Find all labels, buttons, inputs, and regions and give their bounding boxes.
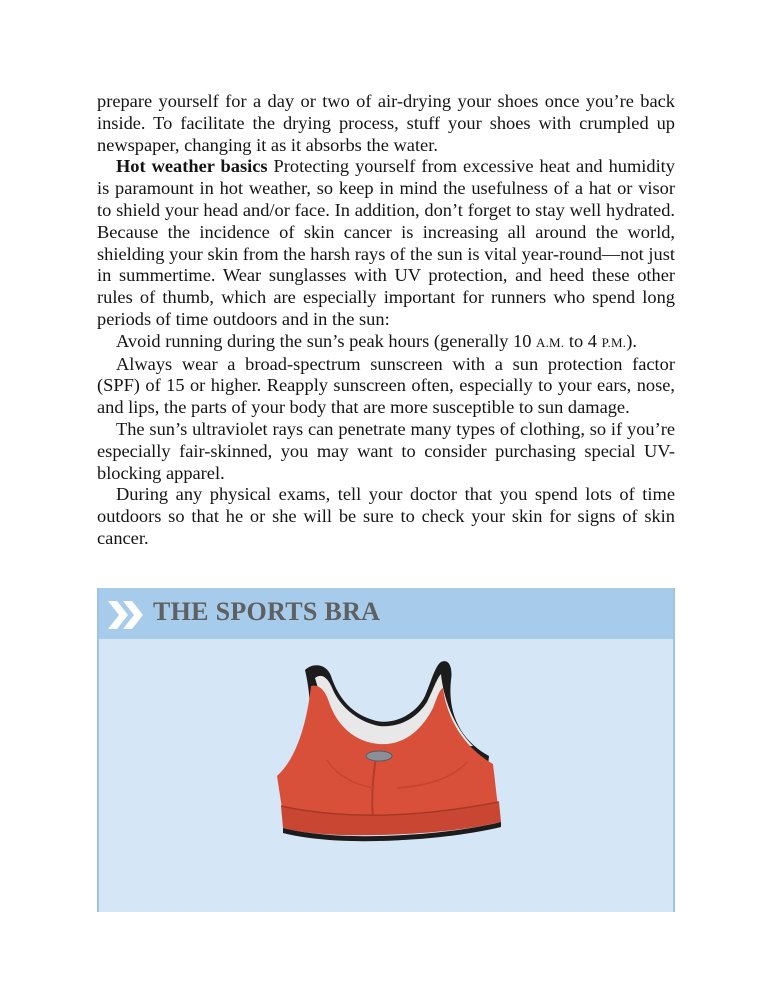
paragraph-body: Protecting yourself from excessive heat and humidity is paramount in hot weather, so keep in mind the usefulness of a hat or visor to shield your head and/or face. In addition, don’t forget to stay well hydrated. Because the incidence of skin cancer is increasing all around the world, shielding your skin from the harsh rays of the sun is vital year-round—not just in summertime. Wear sunglasses with UV protection, and heed these other rules of thumb, which are especially important for runners who spend long periods of time outdoors and in the sun: bbox=[97, 156, 675, 329]
paragraph: The sun’s ultraviolet rays can penetrate many types of clothing, so if you’re especially fair-skinned, you may want to consider purchasing special UV-blocking apparel. bbox=[97, 418, 675, 483]
paragraph bbox=[97, 156, 675, 330]
sports-bra-image bbox=[267, 656, 507, 856]
sidebar-box bbox=[97, 588, 675, 912]
double-chevron-icon bbox=[106, 598, 146, 632]
paragraph: Always wear a broad-spectrum sunscreen with a sun protection factor (SPF) of 15 or higher. Reapply sunscreen often, especially to your ears, nose, and lips, the parts of your body that are more susceptible to sun damage. bbox=[97, 353, 675, 418]
sidebar-title: THE SPORTS BRA bbox=[153, 597, 381, 626]
time-pm: P.M. bbox=[601, 334, 627, 350]
paragraph: During any physical exams, tell your doctor that you spend lots of time outdoors so that he or she will be sure to check your skin for signs of skin cancer. bbox=[97, 484, 675, 548]
paragraph-text: to 4 bbox=[564, 330, 602, 351]
paragraph-text: Avoid running during the sun’s peak hours (generally 10 bbox=[116, 330, 537, 351]
body-text bbox=[97, 91, 675, 550]
sidebar-header bbox=[99, 588, 673, 639]
paragraph bbox=[97, 331, 675, 354]
run-in-heading: Hot weather basics bbox=[116, 156, 268, 177]
paragraph-text: ). bbox=[626, 330, 637, 351]
time-am: A.M. bbox=[536, 334, 565, 350]
paragraph: prepare yourself for a day or two of air-drying your shoes once you’re back inside. To facilitate the drying process, stuff your shoes with crumpled up newspaper, changing it as it absorbs the water. bbox=[97, 91, 675, 155]
